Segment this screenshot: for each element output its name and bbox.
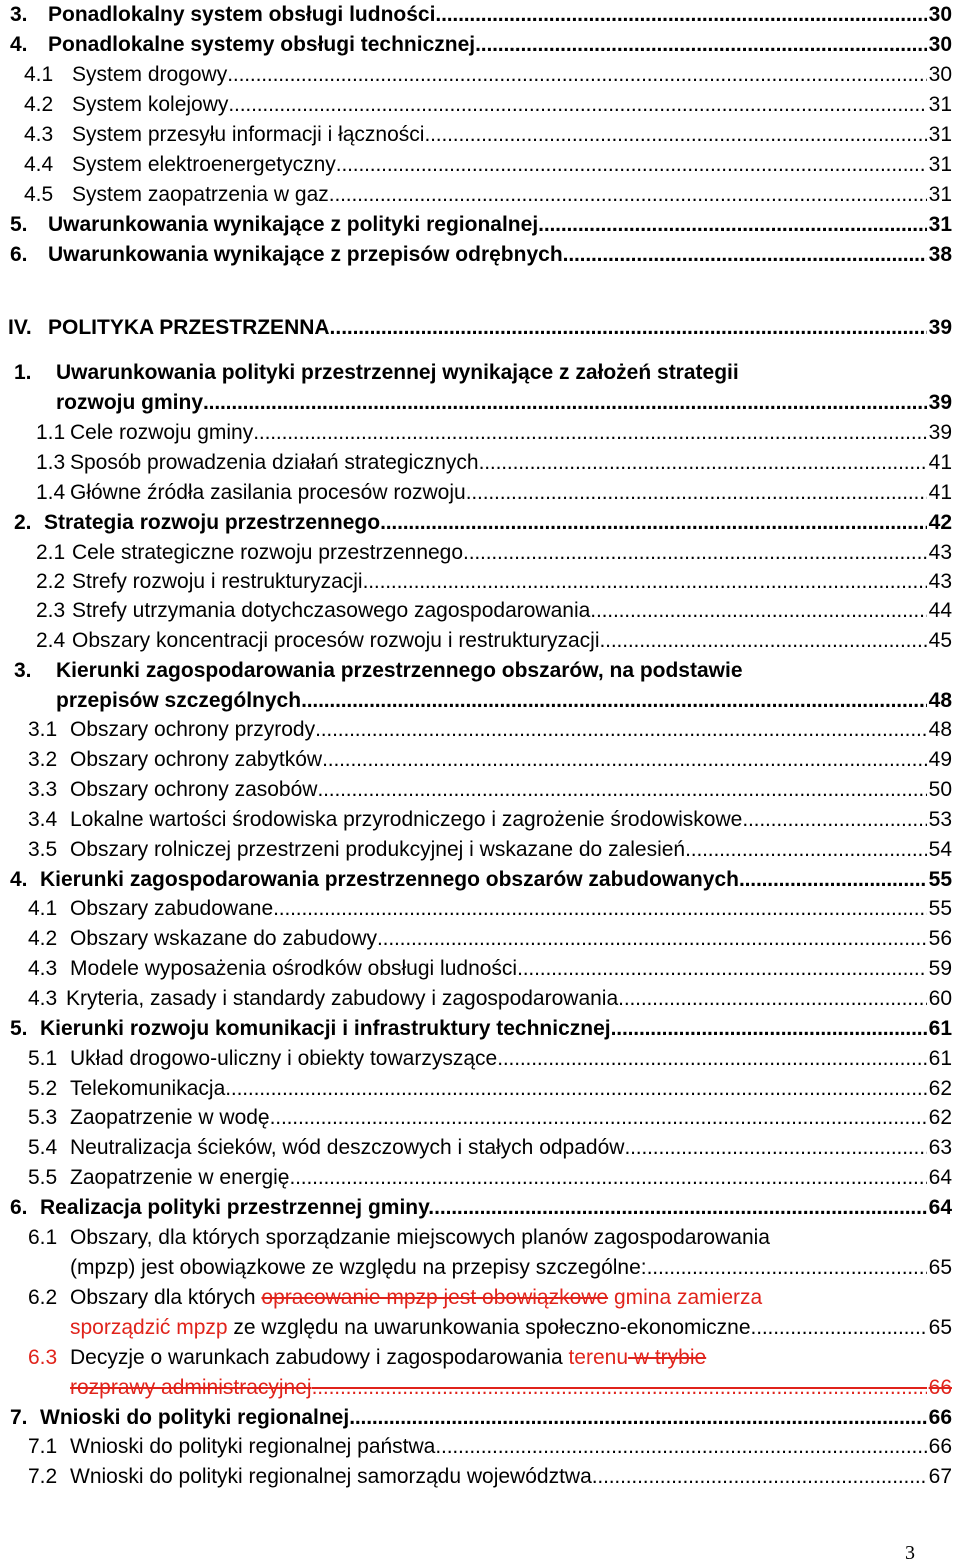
- toc-page: 41: [928, 481, 952, 504]
- toc-page: 44: [928, 599, 952, 622]
- toc-number: 4.2: [24, 93, 54, 116]
- toc-title: Lokalne wartości środowiska przyrodniczego i zagrożenie środowiskowe: [70, 808, 743, 831]
- toc-page: 30: [928, 63, 952, 86]
- toc-entry[interactable]: [0, 1432, 960, 1462]
- toc-number: 4.: [10, 868, 28, 891]
- toc-title: Ponadlokalne systemy obsługi technicznej: [48, 33, 476, 56]
- toc-entry[interactable]: [0, 1133, 960, 1163]
- toc-number: 6.: [10, 1196, 28, 1219]
- toc-number: 1.1: [36, 421, 66, 444]
- toc-title: Cele strategiczne rozwoju przestrzennego: [72, 541, 464, 564]
- toc-entry[interactable]: [0, 240, 960, 270]
- toc-number: 7.: [10, 1406, 28, 1429]
- toc-title: Kierunki zagospodarowania przestrzennego obszarów, na podstawie: [56, 659, 743, 682]
- deleted-text: w trybie: [628, 1346, 707, 1369]
- toc-page: 64: [928, 1196, 952, 1219]
- toc-number: 2.: [14, 511, 32, 534]
- toc-number: IV.: [8, 316, 32, 339]
- toc-number: 3.2: [28, 748, 58, 771]
- toc-number: 5.5: [28, 1166, 58, 1189]
- toc-title: Realizacja polityki przestrzennej gminy..: [40, 1196, 440, 1219]
- toc-page: 62: [928, 1077, 952, 1100]
- toc-entry[interactable]: [0, 30, 960, 60]
- toc-number: 6.: [10, 243, 28, 266]
- toc-title: Obszary wskazane do zabudowy: [70, 927, 377, 950]
- toc-page: 54: [928, 838, 952, 861]
- toc-entry-continued[interactable]: [0, 686, 960, 716]
- toc-title: Cele rozwoju gminy: [70, 421, 254, 444]
- toc-number: 5.2: [28, 1077, 58, 1100]
- toc-page: 30: [928, 33, 952, 56]
- toc-number: 4.3: [28, 987, 58, 1010]
- toc-title: Sposób prowadzenia działań strategicznych: [70, 451, 479, 474]
- toc-number: 7.1: [28, 1435, 58, 1458]
- toc-page: 31: [928, 153, 952, 176]
- toc-entry[interactable]: [0, 313, 960, 343]
- toc-entry[interactable]: [0, 1223, 960, 1253]
- toc-title: Obszary ochrony zasobów: [70, 778, 318, 801]
- toc-entry[interactable]: [0, 984, 960, 1014]
- deleted-text: opracowanie mpzp jest obowiązkowe: [261, 1286, 609, 1309]
- toc-title: POLITYKA PRZESTRZENNA..: [48, 316, 342, 339]
- toc-title: Uwarunkowania polityki przestrzennej wynikające z założeń strategii: [56, 361, 739, 384]
- toc-page: 55: [928, 897, 952, 920]
- toc-number: 5.3: [28, 1106, 58, 1129]
- toc-entry[interactable]: [0, 60, 960, 90]
- toc-entry[interactable]: [0, 210, 960, 240]
- toc-title: Obszary ochrony zabytków: [70, 748, 323, 771]
- toc-entry[interactable]: [0, 1193, 960, 1223]
- toc-page: 63: [928, 1136, 952, 1159]
- toc-number: 4.2: [28, 927, 58, 950]
- toc-number: 2.2: [36, 570, 66, 593]
- toc-title: Strefy utrzymania dotychczasowego zagospodarowania: [72, 599, 591, 622]
- inserted-text: gmina zamierza: [613, 1286, 763, 1309]
- toc-title: Uwarunkowania wynikające z przepisów odrębnych: [48, 243, 563, 266]
- toc-title: System elektroenergetyczny: [72, 153, 336, 176]
- toc-title: Wnioski do polityki regionalnej samorządu województwa: [70, 1465, 592, 1488]
- toc-number: 2.3: [36, 599, 66, 622]
- toc-number: 5.1: [28, 1047, 58, 1070]
- inserted-text: terenu: [568, 1346, 629, 1369]
- toc-title: Modele wyposażenia ośrodków obsługi ludności: [70, 957, 518, 980]
- toc-page: 66: [928, 1376, 952, 1399]
- inserted-text: sporządzić mpzp: [70, 1316, 228, 1339]
- toc-page: 50: [928, 778, 952, 801]
- toc-title-continued: (mpzp) jest obowiązkowe ze względu na przepisy szczególne:: [70, 1256, 647, 1279]
- toc-entry[interactable]: [0, 448, 960, 478]
- toc-entry[interactable]: [0, 0, 960, 30]
- toc-title: Obszary zabudowane: [70, 897, 274, 920]
- toc-title: Decyzje o warunkach zabudowy i zagospodarowania: [70, 1346, 563, 1369]
- toc-title-continued: rozwoju gminy: [56, 391, 203, 414]
- toc-entry[interactable]: [0, 924, 960, 954]
- toc-number: 6.1: [28, 1226, 58, 1249]
- toc-entry-continued[interactable]: [0, 1373, 960, 1403]
- toc-number: 7.2: [28, 1465, 58, 1488]
- toc-entry[interactable]: [0, 775, 960, 805]
- toc-entry[interactable]: [0, 954, 960, 984]
- toc-entry[interactable]: [0, 567, 960, 597]
- toc-page: 67: [928, 1465, 952, 1488]
- toc-number: 1.3: [36, 451, 66, 474]
- toc-page: 42: [928, 511, 952, 534]
- toc-entry[interactable]: [0, 745, 960, 775]
- toc-title: Wnioski do polityki regionalnej: [40, 1406, 350, 1429]
- toc-number: 4.1: [28, 897, 58, 920]
- toc-entry[interactable]: [0, 1014, 960, 1044]
- toc-page: 31: [928, 183, 952, 206]
- toc-title: Strategia rozwoju przestrzennego: [44, 511, 381, 534]
- toc-page: 39: [928, 391, 952, 414]
- toc-page: 53: [928, 808, 952, 831]
- toc-title: Kryteria, zasady i standardy zabudowy i zagospodarowania: [66, 987, 619, 1010]
- toc-entry[interactable]: [0, 1074, 960, 1104]
- toc-page: 56: [928, 927, 952, 950]
- toc-number: 3.3: [28, 778, 58, 801]
- toc-entry[interactable]: [0, 715, 960, 745]
- toc-number: 6.2: [28, 1286, 58, 1309]
- toc-title: System drogowy: [72, 63, 228, 86]
- toc-page: 31: [928, 213, 952, 236]
- toc-title: Obszary rolniczej przestrzeni produkcyjnej i wskazane do zalesień: [70, 838, 686, 861]
- toc-entry[interactable]: [0, 1283, 960, 1313]
- toc-page: 61: [928, 1047, 952, 1070]
- toc-title: Obszary, dla których sporządzanie miejscowych planów zagospodarowania: [70, 1226, 770, 1249]
- toc-title: Zaopatrzenie w wodę: [70, 1106, 270, 1129]
- toc-title: Wnioski do polityki regionalnej państwa: [70, 1435, 436, 1458]
- toc-page: 31: [928, 93, 952, 116]
- toc-title: Obszary koncentracji procesów rozwoju i restrukturyzacji: [72, 629, 600, 652]
- toc-entry[interactable]: [0, 1462, 960, 1492]
- toc-number: 3.5: [28, 838, 58, 861]
- toc-title: Telekomunikacja: [70, 1077, 226, 1100]
- toc-entry[interactable]: [0, 508, 960, 538]
- toc-number: 5.: [10, 213, 28, 236]
- toc-title: Obszary ochrony przyrody: [70, 718, 316, 741]
- toc-number: 4.: [10, 33, 28, 56]
- toc-page: 39: [928, 316, 952, 339]
- deleted-text: rozprawy administracyjnej: [70, 1376, 312, 1399]
- toc-title: Ponadlokalny system obsługi ludności: [48, 3, 436, 26]
- toc-entry[interactable]: [0, 358, 960, 388]
- toc-page: 66: [928, 1435, 952, 1458]
- toc-entry[interactable]: [0, 1403, 960, 1433]
- toc-number: 4.3: [24, 123, 54, 146]
- toc-entry[interactable]: [0, 1103, 960, 1133]
- toc-entry[interactable]: [0, 418, 960, 448]
- toc-entry-continued[interactable]: [0, 388, 960, 418]
- toc-page: 30: [928, 3, 952, 26]
- toc-number: 2.1: [36, 541, 66, 564]
- toc-entry-continued[interactable]: [0, 1313, 960, 1343]
- toc-entry[interactable]: [0, 90, 960, 120]
- toc-page: 59: [928, 957, 952, 980]
- toc-title: Kierunki zagospodarowania przestrzennego obszarów zabudowanych: [40, 868, 739, 891]
- toc-entry[interactable]: [0, 150, 960, 180]
- toc-page: 43: [928, 541, 952, 564]
- toc-number: 3.: [14, 659, 32, 682]
- toc-entry[interactable]: [0, 1044, 960, 1074]
- toc-title: Neutralizacja ścieków, wód deszczowych i stałych odpadów: [70, 1136, 625, 1159]
- toc-page: 43: [928, 570, 952, 593]
- toc-number: 1.4: [36, 481, 66, 504]
- toc-entry[interactable]: [0, 805, 960, 835]
- toc-entry[interactable]: [0, 626, 960, 656]
- toc-entry[interactable]: [0, 865, 960, 895]
- toc-title: System kolejowy: [72, 93, 229, 116]
- toc-page: 45: [928, 629, 952, 652]
- toc-entry-continued[interactable]: [0, 1253, 960, 1283]
- page-number: 3: [905, 1542, 915, 1564]
- toc-title: Kierunki rozwoju komunikacji i infrastruktury technicznej: [40, 1017, 611, 1040]
- toc-number: 1.: [14, 361, 32, 384]
- toc-title: Obszary dla których: [70, 1286, 256, 1309]
- toc-number: 3.: [10, 3, 28, 26]
- toc-page: 62: [928, 1106, 952, 1129]
- toc-entry[interactable]: [0, 596, 960, 626]
- toc-entry[interactable]: [0, 180, 960, 210]
- toc-page: 64: [928, 1166, 952, 1189]
- toc-page: 49: [928, 748, 952, 771]
- toc-number: 4.3: [28, 957, 58, 980]
- toc-title-continued: ze względu na uwarunkowania społeczno-ekonomiczne: [233, 1316, 751, 1339]
- toc-page: 55: [928, 868, 952, 891]
- toc-entry[interactable]: [0, 1343, 960, 1373]
- toc-title-continued: przepisów szczególnych: [56, 689, 302, 712]
- toc-title: System przesyłu informacji i łączności: [72, 123, 425, 146]
- toc-number: 4.5: [24, 183, 54, 206]
- toc-number: 3.4: [28, 808, 58, 831]
- toc-number: 4.4: [24, 153, 54, 176]
- toc-number: 4.1: [24, 63, 54, 86]
- toc-entry[interactable]: [0, 656, 960, 686]
- toc-number: 5.4: [28, 1136, 58, 1159]
- toc-number: 6.3: [28, 1346, 58, 1369]
- toc-title: Strefy rozwoju i restrukturyzacji: [72, 570, 363, 593]
- toc-page: 48: [928, 689, 952, 712]
- toc-entry[interactable]: [0, 1163, 960, 1193]
- toc-page: 60: [928, 987, 952, 1010]
- toc-title: Główne źródła zasilania procesów rozwoju: [70, 481, 466, 504]
- toc-page: 38: [928, 243, 952, 266]
- toc-page: 65: [928, 1256, 952, 1279]
- toc-entry[interactable]: [0, 835, 960, 865]
- toc-title: Układ drogowo-uliczny i obiekty towarzyszące: [70, 1047, 498, 1070]
- toc-number: 2.4: [36, 629, 66, 652]
- toc-page: 61: [928, 1017, 952, 1040]
- toc-title: Zaopatrzenie w energię: [70, 1166, 290, 1189]
- toc-page: 65: [928, 1316, 952, 1339]
- toc-entry[interactable]: [0, 120, 960, 150]
- toc-number: 5.: [10, 1017, 28, 1040]
- toc-page: 39: [928, 421, 952, 444]
- toc-entry[interactable]: [0, 538, 960, 568]
- toc-page: 66: [928, 1406, 952, 1429]
- toc-page: 41: [928, 451, 952, 474]
- toc-entry[interactable]: [0, 478, 960, 508]
- toc-title: Uwarunkowania wynikające z polityki regionalnej: [48, 213, 539, 236]
- toc-page: 31: [928, 123, 952, 146]
- toc-page: 48: [928, 718, 952, 741]
- toc-entry[interactable]: [0, 894, 960, 924]
- toc-number: 3.1: [28, 718, 58, 741]
- toc-title: System zaopatrzenia w gaz: [72, 183, 329, 206]
